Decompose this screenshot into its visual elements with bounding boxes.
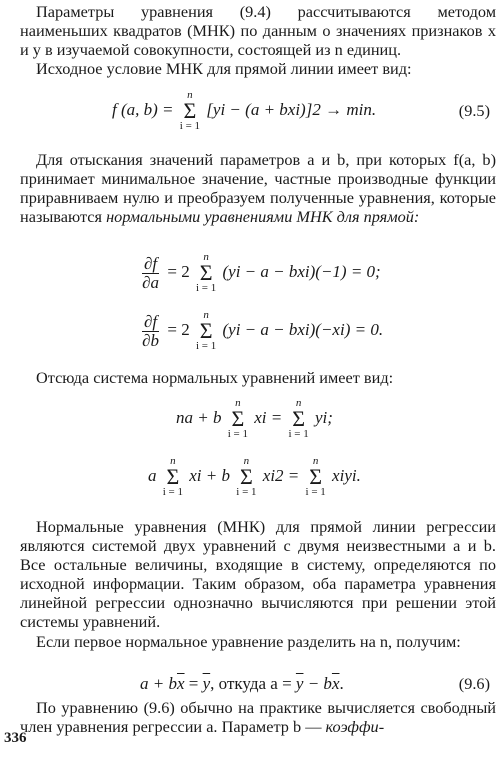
eq96-part-e: .: [339, 674, 344, 693]
norm2-sum2: [236, 456, 256, 498]
norm2-term2: xi2 =: [262, 465, 300, 485]
eq96-x-bar: $\overline{x}$: [176, 674, 185, 693]
deriv-a-mid: = 2: [167, 261, 190, 281]
sum-top: n: [295, 397, 302, 409]
deriv-b-body: (yi − a − bxi)(−xi) = 0.: [222, 319, 384, 339]
eq96-part-d: − b: [303, 674, 332, 693]
eq96-y-bar: $\overline{y}$: [202, 674, 211, 693]
eq95-sum: [180, 90, 200, 132]
equation-9-5: [112, 90, 376, 132]
p3-italic: нормальными уравнениями МНК для прямой:: [106, 207, 420, 226]
paragraph-mnk-intro: Параметры уравнения (9.4) рассчитываются методом наименьших квадратов (МНК) по данным о значениях признаков x и y в изучаемой совокупности, состоящей из n единиц.: [20, 2, 496, 59]
paragraph-divide-by-n: Если первое нормальное уравнение разделить на n, получим:: [36, 632, 461, 651]
deriv-a-body: (yi − a − bxi)(−1) = 0;: [222, 261, 381, 281]
eq95-sum-top: n: [187, 89, 193, 101]
frac-den: ∂b: [142, 330, 160, 350]
derivative-b-equation: [142, 310, 383, 352]
sum-top: n: [170, 455, 176, 467]
fraction-df-da: [142, 255, 159, 292]
p7-text: По уравнению (9.6) обычно на практике вычисляется свободный член уравнения регрессии a. Параметр b —: [20, 698, 496, 736]
eq95-lhs: f (a, b) =: [112, 99, 174, 119]
sum-top: n: [235, 397, 241, 409]
eq96-part-c: , откуда a =: [210, 674, 296, 693]
paragraph-partial-derivatives: [20, 150, 496, 226]
sum-top: n: [243, 455, 250, 467]
eq95-body: [yi − (a + bxi)]2 → min.: [206, 99, 377, 119]
frac-num: ∂f: [144, 253, 158, 273]
sum-bottom: i = 1: [227, 428, 248, 440]
sum-bottom: i = 1: [288, 428, 309, 440]
sum-bottom: i = 1: [195, 282, 217, 294]
paragraph-free-term: [20, 698, 496, 736]
equation-number-9-5: (9.5): [458, 101, 490, 120]
sigma-symbol: Σ: [199, 318, 213, 343]
sigma-symbol: Σ: [239, 464, 253, 489]
p3-text: Для отыскания значений параметров a и b, при которых f(a, b) принимает минимальное значение, частные производные функции приравниваем нулю и преобразуем полученные уравнения, которые называются: [20, 150, 496, 226]
eq95-sum-bottom: i = 1: [179, 120, 201, 132]
norm1-sum1: [228, 398, 248, 440]
norm2-term3: xiyi.: [332, 465, 361, 485]
norm1-term1: xi =: [254, 407, 283, 427]
sigma-symbol: Σ: [231, 406, 245, 431]
paragraph-initial-condition: Исходное условие МНК для прямой линии имеет вид:: [36, 59, 412, 78]
sum-top: n: [203, 309, 209, 321]
norm1-term2: yi;: [315, 407, 333, 427]
norm2-sum3: [306, 456, 326, 498]
norm2-term1: xi + b: [189, 465, 231, 485]
equation-number-9-6: (9.6): [458, 674, 490, 693]
page-number: 336: [4, 730, 27, 746]
sigma-symbol: Σ: [199, 260, 213, 285]
normal-equation-2: [148, 456, 361, 498]
paragraph-normal-equations-explained: Нормальные уравнения (МНК) для прямой линии регрессии являются системой двух уравнений с двумя неизвестными a и b. Все остальные величины, входящие в систему, определяются по исходной информации. Таким образом, оба параметра уравнения линейной регрессии однозначно вычисляются при решении этой системы уравнений.: [20, 517, 496, 631]
equation-9-6: [140, 674, 344, 694]
eq96-y-bar-2: $\overline{y}$: [295, 674, 304, 693]
sum-top: n: [312, 455, 319, 467]
deriv-b-sum: [196, 310, 216, 352]
sum-bottom: i = 1: [236, 486, 257, 498]
normal-equation-1: [176, 398, 333, 440]
sum-bottom: i = 1: [162, 486, 184, 498]
sum-bottom: i = 1: [305, 486, 326, 498]
sigma-symbol: Σ: [309, 464, 323, 489]
sigma-symbol: Σ: [183, 98, 197, 123]
derivative-a-equation: [142, 252, 381, 294]
sigma-symbol: Σ: [292, 406, 306, 431]
sum-top: n: [203, 251, 209, 263]
norm2-lhs: a: [148, 465, 157, 485]
deriv-b-mid: = 2: [167, 319, 190, 339]
p7-italic: коэффи-: [325, 717, 385, 736]
eq96-x-bar-2: $\overline{x}$: [331, 674, 340, 693]
eq96-part-b: =: [184, 674, 203, 693]
sum-bottom: i = 1: [195, 340, 217, 352]
eq96-part-a: a + b: [140, 674, 177, 693]
paragraph-normal-system: Отсюда система нормальных уравнений имеет вид:: [36, 368, 394, 387]
frac-den: ∂a: [142, 272, 160, 292]
norm1-sum2: [289, 398, 309, 440]
sigma-symbol: Σ: [166, 464, 180, 489]
fraction-df-db: [142, 313, 159, 350]
frac-num: ∂f: [144, 311, 158, 331]
norm2-sum1: [163, 456, 183, 498]
norm1-lhs: na + b: [176, 407, 222, 427]
deriv-a-sum: [196, 252, 216, 294]
